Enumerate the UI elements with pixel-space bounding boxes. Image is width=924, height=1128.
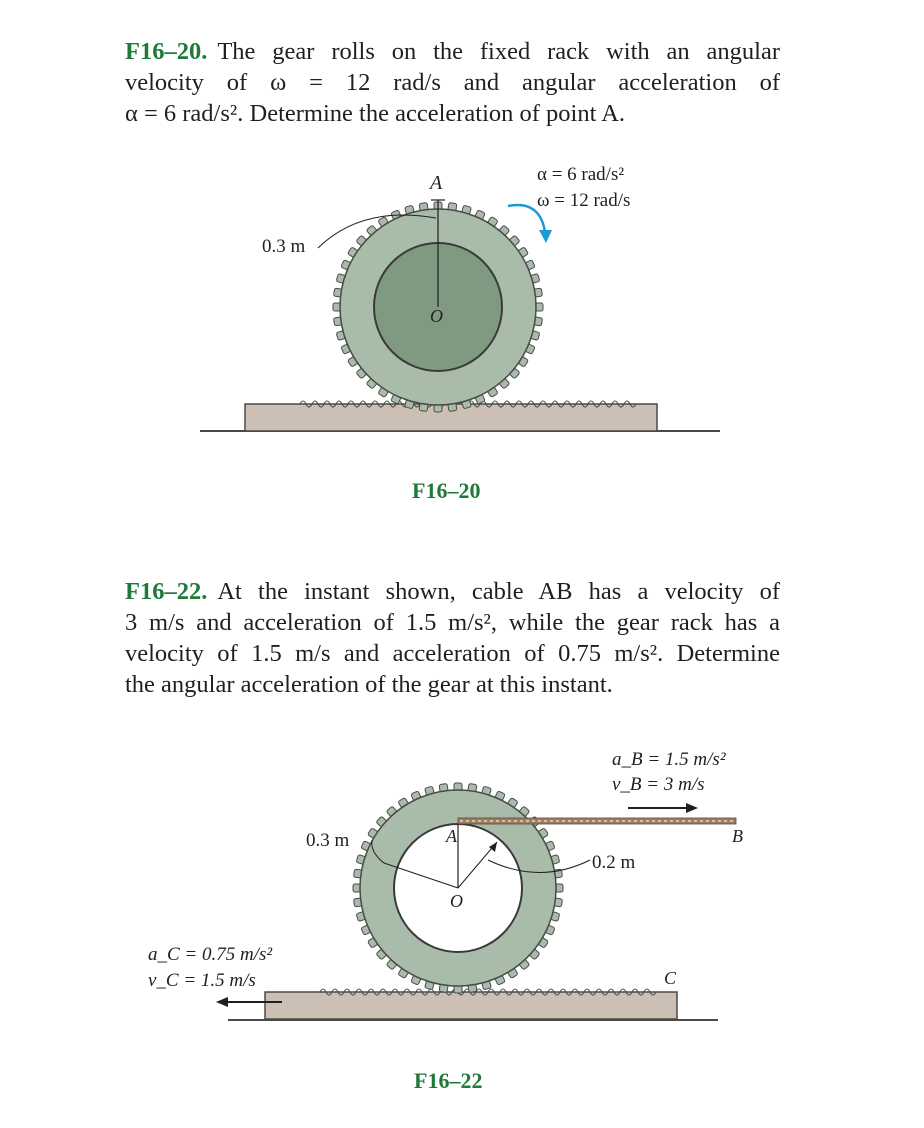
- point-c-label: C: [664, 968, 677, 988]
- point-a-label: A: [446, 826, 457, 846]
- problem-line: velocity of 1.5 m/s and acceleration of 0.75 m/s². Determine: [125, 640, 780, 667]
- accel-b-label: a_B = 1.5 m/s²: [612, 749, 726, 770]
- center-o-label: O: [450, 891, 463, 911]
- center-o-label: O: [430, 306, 443, 326]
- omega-label: ω = 12 rad/s: [537, 190, 631, 211]
- figure-f16-20: [0, 150, 924, 510]
- accel-c-label: a_C = 0.75 m/s²: [148, 944, 273, 965]
- alpha-label: α = 6 rad/s²: [537, 164, 625, 185]
- problem-line: α = 6 rad/s². Determine the acceleration of point A.: [125, 100, 626, 127]
- problem-f16-22-text: [125, 576, 780, 700]
- vel-c-label: v_C = 1.5 m/s: [148, 970, 256, 991]
- problem-number: F16–20.: [125, 38, 208, 65]
- problem-f16-20-text: [125, 36, 780, 129]
- problem-number: F16–22.: [125, 578, 208, 605]
- angular-arrow-head: [539, 230, 552, 243]
- velocity-arrow-c-head: [216, 997, 228, 1007]
- inner-radius-label: 0.2 m: [592, 852, 636, 873]
- figure-caption: F16–20: [412, 478, 481, 503]
- point-b-label: B: [732, 826, 743, 846]
- problem-line: F16–22. At the instant shown, cable AB has a velocity of: [125, 578, 780, 605]
- velocity-arrow-b-head: [686, 803, 698, 813]
- outer-radius-label: 0.3 m: [306, 830, 350, 851]
- point-a-label: A: [430, 172, 443, 194]
- problem-line: the angular acceleration of the gear at this instant.: [125, 671, 613, 698]
- radius-label: 0.3 m: [262, 236, 306, 257]
- vel-b-label: v_B = 3 m/s: [612, 774, 705, 795]
- problem-line: F16–20. The gear rolls on the fixed rack with an angular: [125, 38, 780, 65]
- problem-line: velocity of ω = 12 rad/s and angular acceleration of: [125, 69, 780, 96]
- figure-caption: F16–22: [414, 1068, 483, 1093]
- problem-line: 3 m/s and acceleration of 1.5 m/s², while the gear rack has a: [125, 609, 780, 636]
- gear-rack: [265, 992, 677, 1019]
- figure-f16-22: [0, 730, 924, 1100]
